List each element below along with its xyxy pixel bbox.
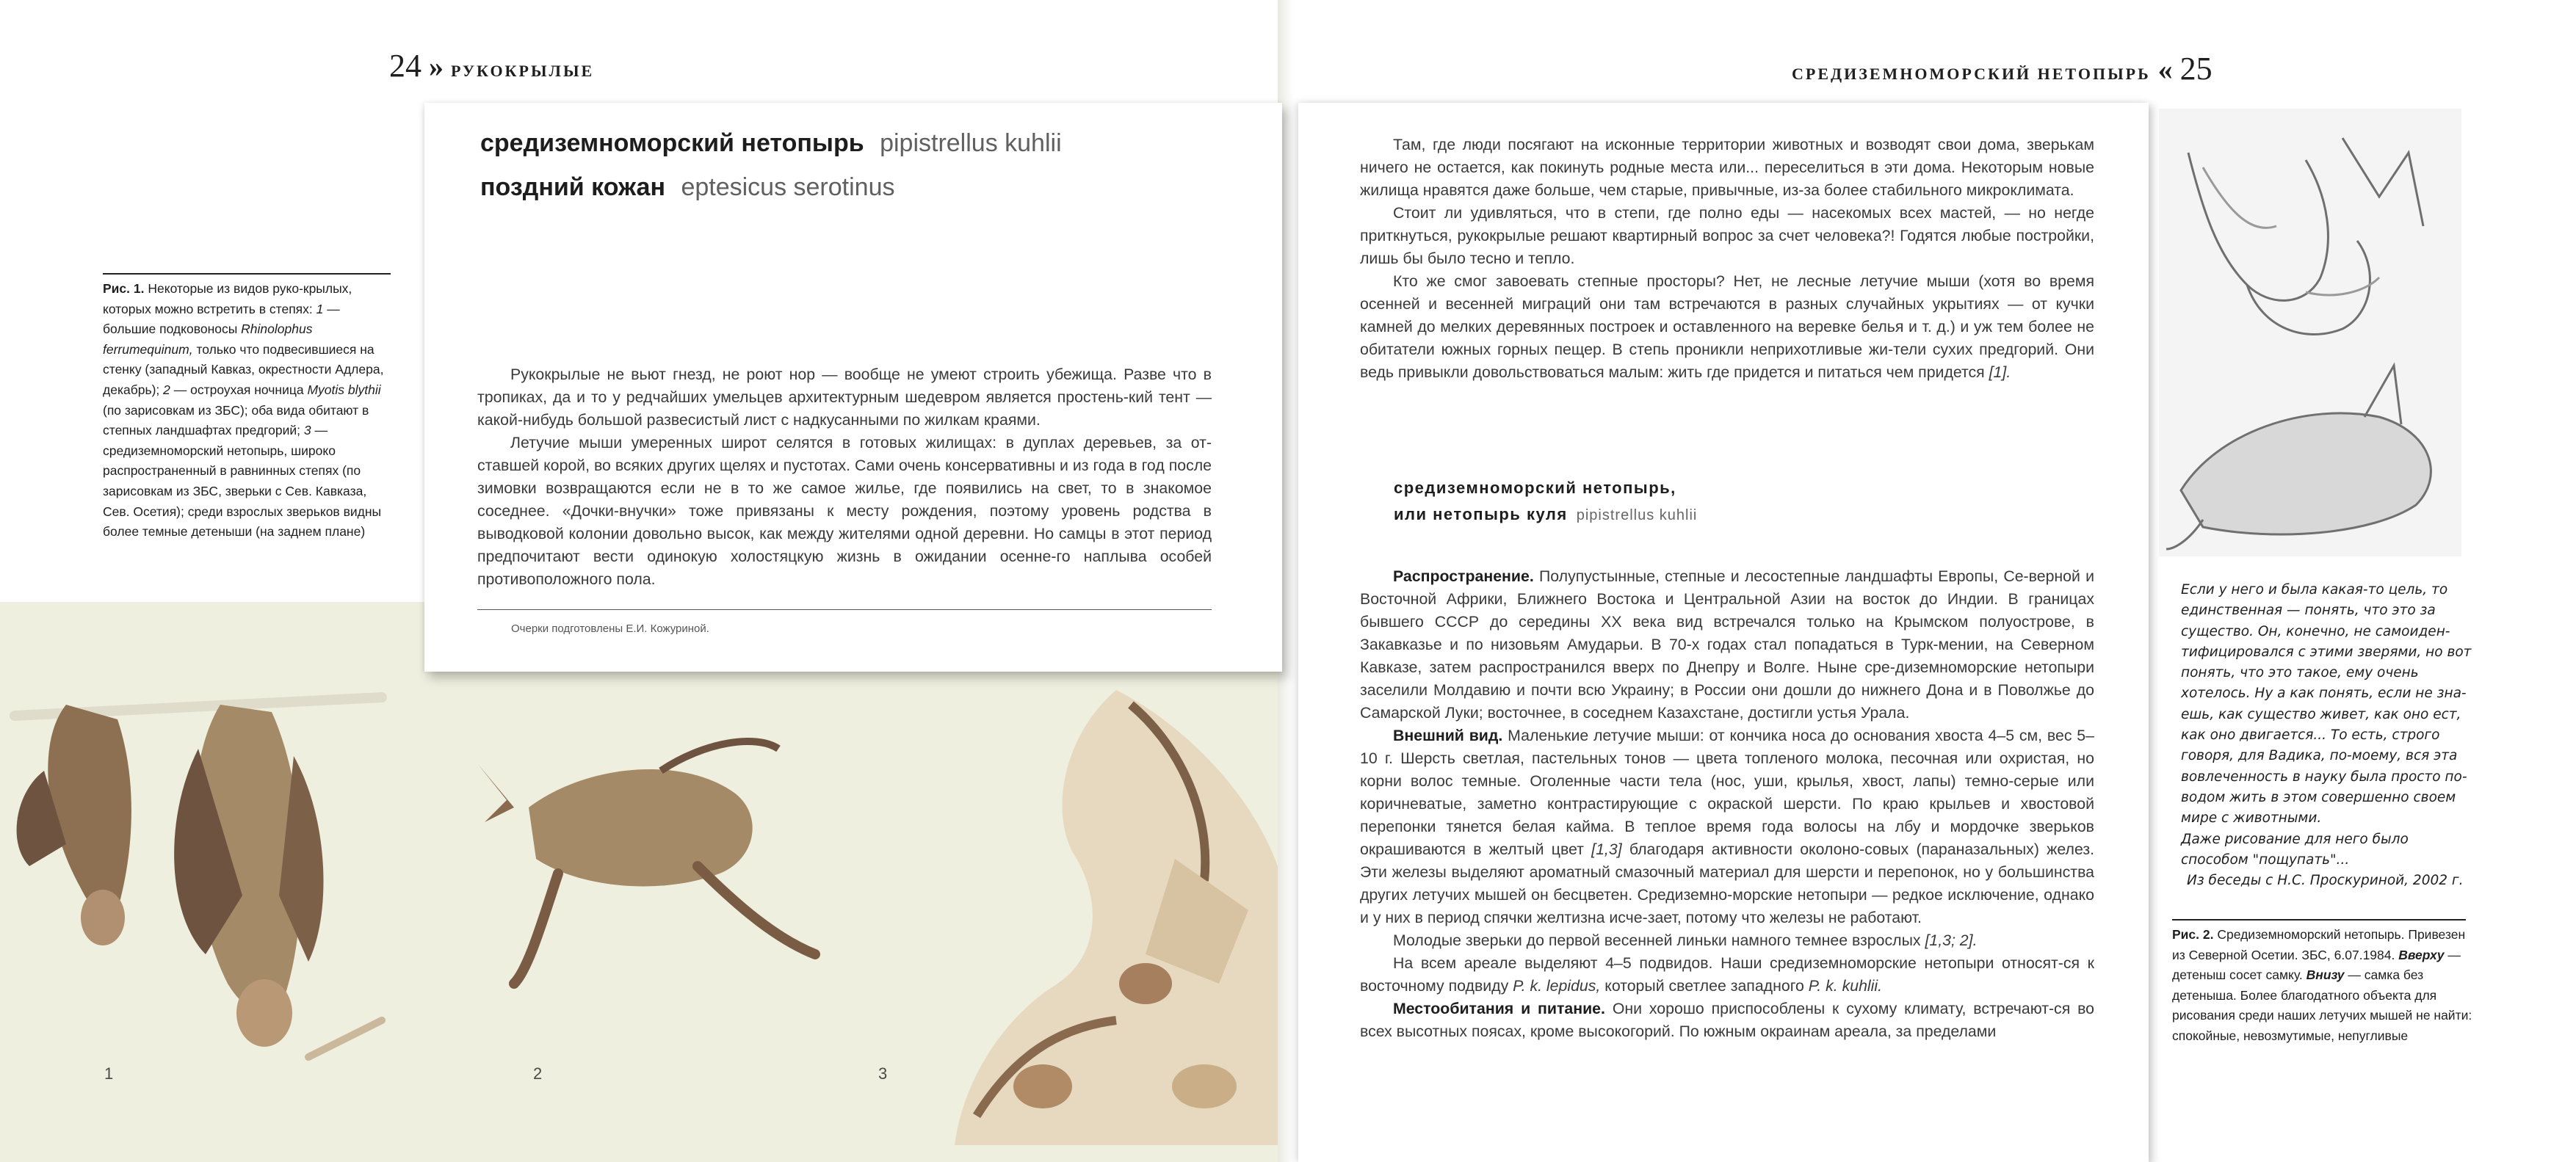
reference: [1,3; 2]. (1925, 932, 1978, 949)
pipistrellus-colony (955, 690, 1278, 1145)
body-paragraph: Там, где люди посягают на исконные территории животных и возводят свои дома, зверькам ничего не остается, как покинуть родные места или... переселиться в эти дома. Некоторым новые жилища нравятся даже больше, чем старые, привычные, из-за более стабильного микроклимата. (1360, 136, 2094, 199)
author-credit: Очерки подготовлены Е.И. Кожуриной. (511, 622, 709, 635)
appearance-heading: Внешний вид. (1393, 727, 1503, 744)
figure2-caption-rule (2172, 919, 2466, 920)
subspecies-name: P. k. lepidus, (1513, 977, 1601, 995)
body-text-span: Кто же смог завоевать степные просторы? Нет, не лесные летучие мыши (хотя во время осенней и весенней миграций они там встречаются в разных случайных укрытиях — от кучки камней до мелких деревянных построек и оставленного на веревке белья и т. д.) и уж тем более не обитатели южных горных пещер. В степь проникли неприхотливые жи-тели сухих предгорий. Они ведь привыкли довольствоваться малым: жить где придется и питаться чем придется (1360, 272, 2094, 381)
species-title-latin: eptesicus serotinus (681, 173, 895, 201)
left-page-number: 24 (389, 48, 422, 84)
right-page-number: 25 (2179, 51, 2213, 87)
figure2-caption-text: Средиземноморский нетопырь. Привезен из Северной Осетии. ЗБС, 6.07.1984. (2172, 927, 2466, 962)
body-text-span: который светлее западного (1604, 977, 1804, 995)
body-paragraph (1360, 270, 2094, 384)
figure-number-3: 3 (878, 1064, 888, 1083)
intro-text (477, 363, 1212, 591)
figure2-caption-text: — детеныш сосет самку. (2172, 947, 2461, 983)
handwritten-quote (2181, 580, 2475, 891)
species-title-russian: поздний кожан (480, 173, 665, 201)
body-text-span: Полупустынные, степные и лесостепные ландшафты Европы, Се-верной и Восточной Африки, Ближнего Востока и Центральной Азии на восток до Индии. В границах бывшего СССР до середины XX века вид встречался только на Крымском полуострове, в Закавказье и по низовьям Амударьи. В 70-х годах стал попадаться в Турк-мении, на Северном Кавказе, затем распространился вверх по Днепру и Волге. Ныне сре-диземноморские нетопыри заселили Молдавию и почти всю Украину; в России они дошли до нижнего Дона и в Поволжье до Самарской Луки; восточнее, в соседнем Казахстане, достигли устья Урала. (1360, 567, 2094, 722)
figure1-species2: Myotis blythii (307, 382, 381, 397)
appearance-paragraph (1360, 725, 2094, 929)
left-running-head (389, 47, 594, 84)
reference: [1]. (1989, 363, 2011, 381)
right-section-title: СРЕДИЗЕМНОМОРСКИЙ НЕТОПЫРЬ (1792, 65, 2151, 83)
intro-paragraph: Рукокрылые не вьют гнезд, не роют нор — вообще не умеют строить убежища. Разве что в тропиках, да и то у редчайших умельцев архитектурным шедевром является простень-кий тент — какой-нибудь большой развесистый лист с надкусанными по жилкам краями. (477, 366, 1212, 429)
figure1-num3: 3 (303, 423, 311, 438)
intro-paragraph: Летучие мыши умеренных широт селятся в готовых жилищах: в дуплах деревьев, за от-ставшей корой, во всяких других щелях и пустотах. Сами очень консервативны и из года в год после зимовки возвращаются если не в то же самое жилье, где появились на свет, то в знакомое соседнее. «Дочки-внучки» тоже привязаны к месту рождения, поэтому уровень родства в выводковой колонии довольно высок, как между жителями одной деревни. Но самцы в этот период предпочитают вести одинокую холостяцкую жизнь в ожидании осенне-го наплыва особей противоположного пола. (477, 434, 1212, 588)
credit-rule (477, 609, 1212, 610)
figure1-caption-text: Некоторые из видов руко-крылых, которых можно встретить в степях: (103, 281, 352, 316)
habitat-paragraph (1360, 998, 2094, 1043)
figure1-caption-rule (103, 273, 391, 275)
subheading-line1: средиземноморский нетопырь, (1394, 479, 1676, 497)
handwritten-quote-attribution: Из беседы с Н.С. Проскуриной, 2002 г. (2187, 873, 2464, 889)
figure2-top-label: Вверху (2398, 947, 2445, 962)
species-title-2 (480, 173, 894, 202)
distribution-paragraph (1360, 565, 2094, 725)
left-header-arrow: » (429, 50, 444, 83)
body-text-span: Маленькие летучие мыши: от кончика носа до основания хвоста 4–5 см, вес 5–10 г. Шерсть светлая, пастельных тонов — цвета топленого молока, песочная или охристая, но корни волос темные. Оголенные части тела (нос, уши, крылья, хвост, лапы) темно-серые или коричневатые, заметно контрастирующие с окраской шерсти. По краю крыльев и хвостовой перепонки тянется белая кайма. В теплое время года волосы на лбу и мордочке зверьков окрашиваются в желтый цвет (1360, 727, 2094, 858)
bat-illustration (0, 675, 1292, 1160)
right-header-arrow: « (2157, 53, 2173, 86)
body-paragraph: Стоит ли удивляться, что в степи, где полно еды — насекомых всех мастей, — но негде приткнуться, рукокрылые решают квартирный вопрос за счет человека?! Годятся любые постройки, лишь бы было тесно и тепло. (1360, 204, 2094, 267)
figure-number-2: 2 (533, 1064, 543, 1083)
bat-sketch-bottom (2166, 366, 2431, 549)
figure1-caption-text: — средиземноморский нетопырь, широко распространенный в равнинных степях (по зарисовкам из ЗБС, зверьки с Сев. Кавказа, Сев. Осетия); среди взрослых зверьков видны более темные детеныши (на заднем плане) (103, 423, 382, 540)
figure2-label: Рис. 2. (2172, 927, 2214, 942)
habitat-heading: Местообитания и питание. (1393, 1000, 1605, 1017)
body-text-span: благодаря активности околоно-совых (параназальных) желез. Эти железы выделяют ароматный смазочный материал для шерсти и перепонок, но у большинства других летучих мышей он бесцветен. Средиземно-морские нетопыри — редкое исключение, однако и у них в период спячки желтизна исче-зает, потому что железы не работают. (1360, 840, 2095, 926)
subspecies-name: P. k. kuhlii. (1808, 977, 1883, 995)
species-title-1 (480, 129, 1062, 158)
body-text-span: На всем ареале выделяют 4–5 подвидов. Наши средиземноморские нетопыри относят-ся к восточному подвиду (1360, 954, 2094, 995)
figure2-caption (2172, 925, 2473, 1047)
reference: [1,3] (1591, 840, 1622, 858)
distribution-heading: Распространение. (1393, 567, 1534, 585)
left-section-title: РУКОКРЫЛЫЕ (451, 62, 595, 80)
right-running-head (1792, 50, 2213, 87)
figure1-num2: 2 (163, 382, 170, 397)
species-title-russian: средиземноморский нетопырь (480, 129, 864, 157)
young-paragraph (1360, 929, 2094, 952)
bat-sketch-top (2188, 138, 2423, 335)
pencil-sketch-illustration (2159, 109, 2461, 556)
myotis-bat (477, 741, 815, 984)
species-account (1360, 565, 2094, 1043)
subheading-line2 (1394, 505, 1697, 524)
horseshoe-bat-right (174, 705, 382, 1057)
figure-number-1: 1 (104, 1064, 114, 1083)
figure2-bottom-label: Внизу (2306, 967, 2345, 983)
figure1-species1: Rhinolophus ferrumequinum, (103, 322, 313, 357)
right-intro-text (1360, 134, 2094, 384)
figure1-caption (103, 279, 394, 542)
species-title-latin: pipistrellus kuhlii (880, 129, 1062, 157)
figure1-num1: 1 (316, 301, 324, 316)
figure1-caption-text: — остроухая ночница (173, 382, 304, 397)
handwritten-quote-text: Даже рисование для него было способом "пощупать"... (2181, 831, 2409, 868)
figure1-caption-text: — большие подковоносы (103, 301, 340, 337)
body-text-span: Молодые зверьки до первой весенней линьки намного темнее взрослых (1393, 932, 1921, 949)
subheading-line2-text: или нетопырь куля (1394, 505, 1568, 523)
figure1-caption-text: только что подвесившиеся на стенку (западный Кавказ, окрестности Адлера, декабрь); (103, 341, 384, 397)
subspecies-paragraph (1360, 952, 2094, 998)
body-text-span: Они хорошо приспособлены к сухому климату, встречают-ся во всех высотных поясах, кроме высокогорий. По южным окраинам ареала, за пределами (1360, 1000, 2095, 1040)
subheading-latin: pipistrellus kuhlii (1576, 507, 1698, 523)
handwritten-quote-text: Если у него и была какая-то цель, то единственная — понять, что это за существо. Он, конечно, не самоиден-тифицировался с этими зверями, но вот понять, что это такое, ему очень хотелось. Ну а как понять, если не зна-ешь, как существо живет, как оно ест, как оно двигается... То есть, строго говоря, для Вадика, по-моему, вся эта вовлеченность в науку была просто по-водом жить в этом совершенно своем мире с животными. (2181, 582, 2472, 827)
figure2-caption-text: — самка без детеныша. Более благодатного объекта для рисования среди наших летучих мышей не найти: спокойные, невозмутимые, непугливые (2172, 967, 2472, 1043)
horseshoe-bat-left (17, 705, 131, 945)
figure1-caption-text: (по зарисовкам из ЗБС); оба вида обитают в степных ландшафтах предгорий; (103, 402, 369, 438)
species-title-card (424, 103, 1282, 672)
figure1-label: Рис. 1. (103, 281, 145, 296)
